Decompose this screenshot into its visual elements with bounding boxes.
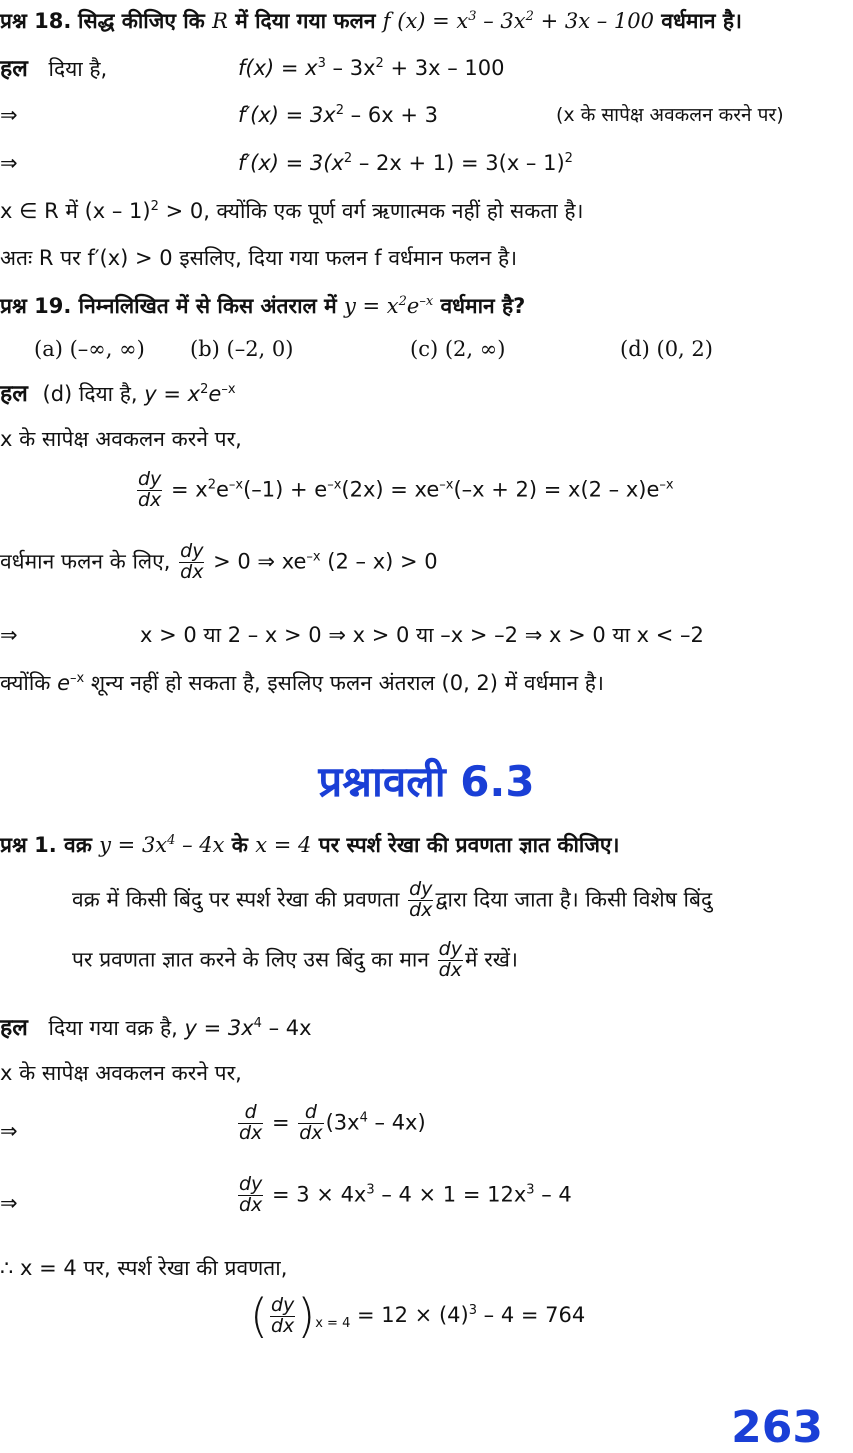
hal19-diff: x के सापेक्ष अवकलन करने पर,: [0, 427, 242, 451]
q19-e2: –x: [419, 294, 434, 309]
q18-text-a: सिद्ध कीजिए कि: [78, 9, 213, 33]
incr-text: वर्धमान फलन के लिए,: [0, 549, 171, 574]
hal1-eq3e: 3: [468, 1303, 477, 1318]
note2a: पर प्रवणता ज्ञात करने के लिए उस बिंदु का मान: [72, 947, 429, 972]
frac-num: dy: [180, 540, 204, 562]
q1-note2: [72, 940, 518, 981]
hal18-l1d: + 3x – 100: [383, 56, 505, 80]
hal18-arrow2: ⇒: [0, 151, 18, 175]
hal1-eq2b: – 4 × 1 = 12x: [374, 1182, 527, 1207]
hal1-eq1b: – 4x): [367, 1110, 426, 1135]
hal1-eq2: [236, 1175, 572, 1216]
eq1d: (–1) + e: [243, 477, 328, 502]
hal18-l3: f′(x) = 3(x: [238, 151, 344, 175]
l7b: शून्य नहीं हो सकता है, इसलिए फलन अंतराल (0, 2) में वर्धमान है।: [84, 671, 604, 695]
hal1-eq1-text: (3x: [325, 1110, 360, 1135]
q1-curve: y = 3x: [99, 833, 168, 857]
hal1-hal: हल: [0, 1015, 28, 1041]
q19-option-a: (a) (–∞, ∞): [34, 337, 145, 361]
dy-dx-frac: [238, 1175, 263, 1216]
q18-label: प्रश्न 18.: [0, 9, 72, 33]
q1-pt: x = 4: [255, 833, 312, 857]
dy-dx-frac: [137, 470, 162, 511]
hal1-sub: x = 4: [315, 1316, 351, 1332]
hal18-eq1: [238, 55, 504, 81]
q1-note1: [72, 880, 712, 921]
q19-label: प्रश्न 19.: [0, 294, 72, 318]
note1b: द्वारा दिया जाता है। किसी विशेष बिंदु: [435, 887, 713, 912]
q19-y: y = x: [343, 294, 399, 318]
hal19-ye2: e: [208, 382, 222, 406]
d-dx-frac: [298, 1103, 323, 1144]
hal18-l1e: 3: [317, 56, 326, 71]
hal18-l3e: 2: [343, 151, 353, 166]
eq1f: –x: [327, 477, 342, 493]
eq1c: –x: [228, 477, 244, 493]
dy-dx-frac: [179, 542, 204, 583]
hal18-l2b: – 6x + 3: [344, 103, 438, 127]
hal18-l2: f′(x) = 3x: [238, 103, 336, 127]
frac-den: dx: [299, 1121, 323, 1144]
frac-den: dx: [239, 1193, 263, 1216]
hal1-eq1e: 4: [359, 1110, 368, 1126]
hal1-y: y = 3x: [184, 1016, 254, 1040]
frac-num: d: [298, 1103, 323, 1124]
hal18-line1: [0, 55, 107, 84]
hal1-y2: – 4x: [261, 1016, 312, 1040]
frac-den: dx: [270, 1314, 295, 1337]
hal19-hal: हल: [0, 381, 28, 407]
hal18-l4: [0, 198, 584, 224]
hal1-eq2c: 3: [526, 1182, 535, 1198]
frac-num: dy: [270, 1293, 295, 1316]
q19-option-b: (b) (–2, 0): [190, 337, 294, 361]
hal19-l7: [0, 670, 604, 696]
hal18-l4a: x ∈ R में (x – 1): [0, 199, 151, 223]
note1a: वक्र में किसी बिंदु पर स्पर्श रेखा की प्रवणता: [72, 887, 400, 912]
hal1-eq1: [236, 1103, 426, 1144]
hal19-line1: [0, 380, 236, 409]
frac-den: dx: [409, 898, 433, 921]
dy-dx-frac: [238, 1103, 263, 1144]
right-paren: ): [297, 1289, 316, 1343]
frac-den: dx: [438, 958, 462, 981]
q18-e1: 3: [468, 9, 477, 24]
q1-text-b: के: [224, 833, 256, 857]
hal19-ans: (d) दिया है,: [42, 382, 138, 406]
hal1-eq2: = 3 × 4x: [265, 1182, 367, 1207]
q18-R: R: [212, 9, 228, 33]
dy-dx-frac: [408, 880, 433, 921]
q18-text-b: में दिया गया फलन: [227, 9, 383, 33]
hal18-hal: हल: [0, 56, 28, 82]
dy-dx-frac: [270, 1293, 295, 1337]
hal19-ye3: –x: [221, 382, 236, 397]
eq1h: –x: [439, 477, 454, 493]
hal18-l4b: > 0, क्योंकि एक पूर्ण वर्ग ऋणात्मक नहीं हो सकता है।: [158, 199, 584, 223]
hal1-arrow1: ⇒: [0, 1119, 18, 1143]
l7ee: –x: [70, 671, 85, 686]
frac-num: dy: [138, 468, 162, 490]
l7a: क्योंकि: [0, 671, 58, 695]
hal18-l4e: 2: [150, 199, 159, 214]
hal18-given: दिया है,: [48, 57, 108, 81]
frac-den: dx: [239, 1121, 263, 1144]
eq1g: (2x) = xe: [341, 477, 440, 502]
hal19-y: y = x: [144, 382, 201, 406]
q19-option-c: (c) (2, ∞): [410, 337, 506, 361]
hal19-eq1: [135, 470, 674, 511]
hal18-l1b: – 3x: [325, 56, 376, 80]
incr2: > 0 ⇒ xe: [206, 549, 307, 574]
section-title: प्रश्नावली 6.3: [318, 757, 535, 806]
hal1-eq3: [250, 1289, 586, 1343]
hal18-l5: अतः R पर f′(x) > 0 इसलिए, दिया गया फलन f वर्धमान फलन है।: [0, 246, 518, 270]
hal18-eq3: [238, 150, 573, 176]
eq1j: –x: [659, 477, 674, 493]
incr3: (2 – x) > 0: [320, 549, 438, 574]
eq1i: (–x + 2) = x(2 – x)e: [453, 477, 660, 502]
q18-fx: f (x) = x: [382, 9, 469, 33]
incr2e: –x: [306, 549, 321, 565]
dy-dx-frac: [438, 940, 463, 981]
hal1-therefore: ∴ x = 4 पर, स्पर्श रेखा की प्रवणता,: [0, 1256, 288, 1280]
frac-den: dx: [138, 488, 162, 511]
hal18-l3c: 2: [564, 151, 573, 166]
frac-den: dx: [180, 560, 204, 583]
hal1-line1: [0, 1014, 312, 1043]
q19-line: [0, 293, 525, 319]
note2b: में रखें।: [464, 947, 518, 972]
hal19-ye: 2: [200, 382, 209, 397]
q19-option-d: (d) (0, 2): [620, 337, 713, 361]
q19-text: निम्नलिखित में से किस अंतराल में: [71, 294, 344, 318]
hal18-arrow1: ⇒: [0, 103, 18, 127]
q19-e1: 2: [398, 294, 407, 309]
hal19-arrow: ⇒: [0, 623, 18, 647]
frac-num: dy: [409, 878, 433, 900]
eq1b: e: [215, 477, 229, 502]
q18-line: [0, 8, 742, 34]
hal1-given: दिया गया वक्र है,: [48, 1016, 178, 1040]
hal18-l1: f(x) = x: [238, 56, 318, 80]
q1-curve2: – 4x: [175, 833, 225, 857]
q18-tail: + 3x – 100: [533, 9, 654, 33]
hal1-eq3-text: = 12 × (4): [350, 1303, 469, 1327]
left-paren: (: [250, 1289, 268, 1343]
hal1-eq3b: – 4 = 764: [477, 1303, 586, 1327]
q1-label: प्रश्न 1.: [0, 833, 57, 857]
q1-e: 4: [167, 833, 176, 848]
l7e: e: [57, 671, 71, 695]
q1-text-c: पर स्पर्श रेखा की प्रवणता ज्ञात कीजिए।: [311, 833, 620, 857]
hal1-eq2d: – 4: [534, 1182, 572, 1207]
hal18-l1c: 2: [375, 56, 384, 71]
eq1: = x: [164, 477, 208, 502]
hal19-l6: x > 0 या 2 – x > 0 ⇒ x > 0 या –x > –2 ⇒ x > 0 या x < –2: [140, 623, 704, 647]
hal1-arrow2: ⇒: [0, 1191, 18, 1215]
q18-e2: 2: [525, 9, 534, 24]
hal18-note: (x के सापेक्ष अवकलन करने पर): [556, 104, 784, 126]
frac-num: dy: [438, 938, 462, 960]
hal18-l3b: – 2x + 1) = 3(x – 1): [352, 151, 565, 175]
q18-mid1: – 3x: [476, 9, 526, 33]
hal1-diff: x के सापेक्ष अवकलन करने पर,: [0, 1061, 242, 1085]
q19-e: e: [406, 294, 420, 318]
hal19-incr: [0, 542, 438, 583]
q1-line: [0, 832, 620, 858]
hal18-eq2: [238, 102, 438, 128]
q18-text-c: वर्धमान है।: [653, 9, 742, 33]
eq1e: 2: [207, 477, 216, 493]
frac-num: dy: [239, 1173, 263, 1195]
frac-num: d: [238, 1103, 263, 1124]
q1-text-a: वक्र: [56, 833, 100, 857]
eq-sign: =: [265, 1110, 297, 1135]
hal1-eq2e: 3: [366, 1182, 375, 1198]
page-number: 263: [731, 1402, 823, 1453]
hal18-l2e: 2: [335, 103, 344, 118]
hal1-ye: 4: [253, 1016, 262, 1031]
q19-text-b: वर्धमान है?: [433, 294, 526, 318]
